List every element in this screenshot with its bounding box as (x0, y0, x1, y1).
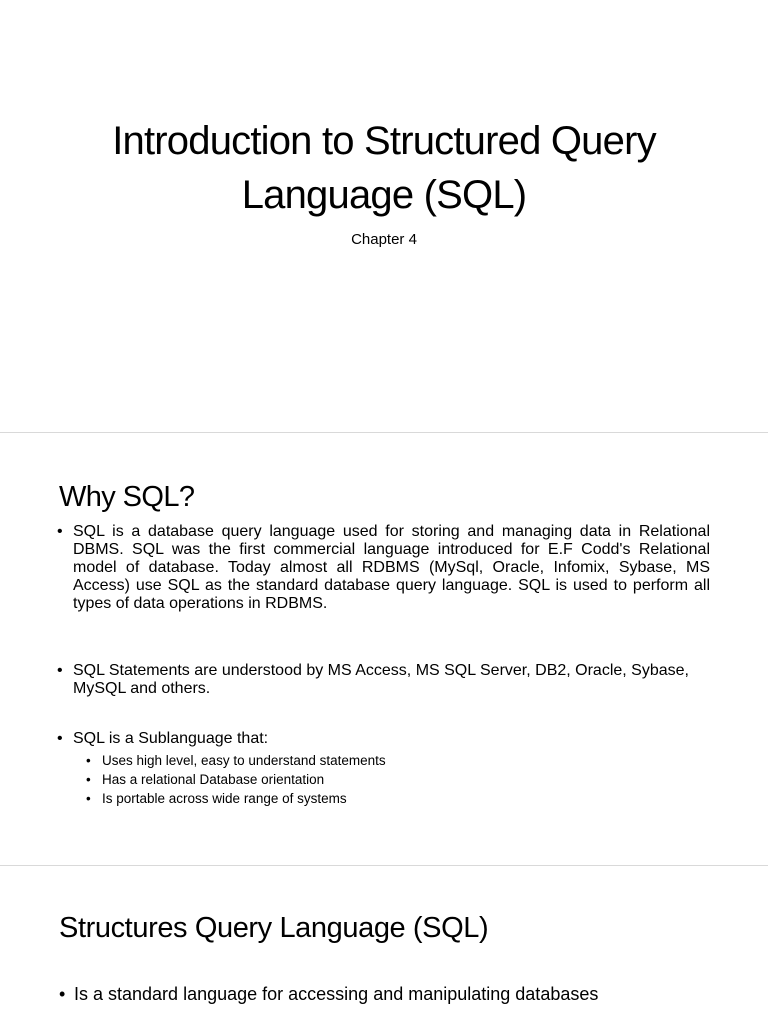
sub-bullet-text: Uses high level, easy to understand statements (102, 753, 386, 768)
title-slide (0, 0, 768, 432)
bullet-list (56, 662, 710, 698)
slide-heading: Structures Query Language (SQL) (59, 912, 489, 944)
bullet-list (56, 523, 710, 613)
bullet-item (56, 523, 710, 613)
bullet-icon: • (57, 523, 63, 540)
slide-title: Introduction to Structured Query Language (SQL) (112, 119, 656, 217)
bullet-icon: • (57, 662, 63, 679)
sub-bullet-text: Has a relational Database orientation (102, 772, 325, 787)
bullet-icon: • (86, 772, 91, 787)
bullet-item (58, 982, 738, 1006)
why-sql-slide (0, 433, 768, 865)
bullet-text: Is a standard language for accessing and manipulating databases (74, 984, 599, 1004)
sub-bullet-item (85, 751, 710, 770)
bullet-icon: • (86, 753, 91, 768)
bullet-icon: • (86, 791, 91, 806)
bullet-icon: • (59, 984, 66, 1004)
bullet-text: SQL Statements are understood by MS Access, MS SQL Server, DB2, Oracle, Sybase, MySQL and others. (73, 662, 689, 697)
sub-bullet-list (73, 751, 710, 808)
bullet-list (56, 729, 710, 808)
bullet-text: SQL is a Sublanguage that: (73, 730, 269, 747)
sub-bullet-item (85, 770, 710, 789)
slide-heading: Why SQL? (59, 481, 195, 513)
bullet-item (56, 662, 710, 698)
bullet-icon: • (57, 730, 63, 747)
bullet-item (56, 729, 710, 808)
bullet-list (58, 982, 738, 1006)
slide-subtitle: Chapter 4 (351, 231, 417, 248)
sub-bullet-text: Is portable across wide range of systems (102, 791, 347, 806)
structures-sql-slide (0, 866, 768, 1024)
bullet-text: SQL is a database query language used for storing and managing data in Relational DBMS. SQL was the first commercial language introduced for E.F Codd's Relational model of database. Today almost all RDBMS (MySql, Oracle, Infomix, Sybase, MS Access) use SQL as the standard database query language. SQL is used to perform all types of data operations in RDBMS. (73, 523, 710, 612)
sub-bullet-item (85, 789, 710, 808)
